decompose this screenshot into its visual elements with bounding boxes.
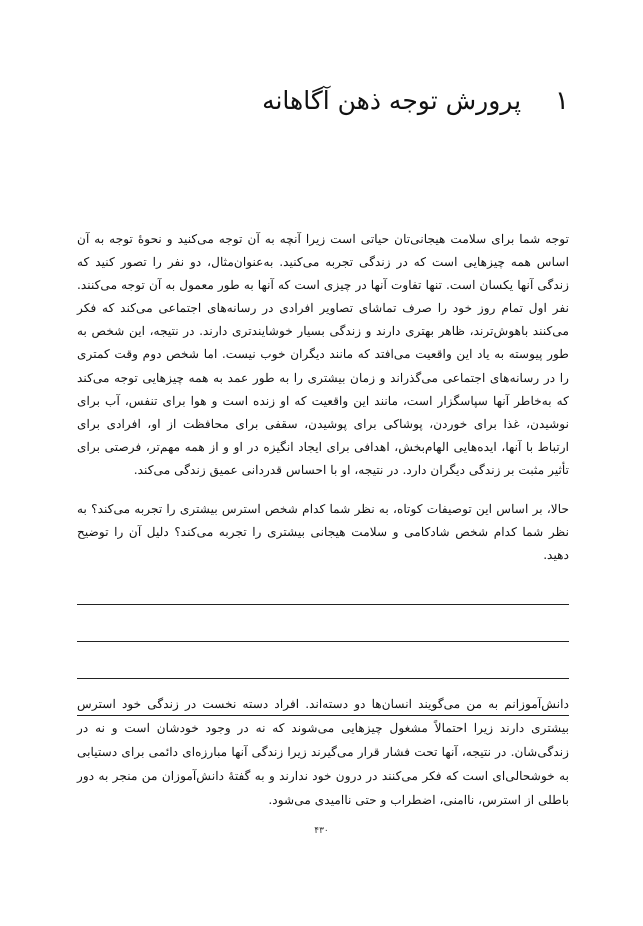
answer-line[interactable] [77, 568, 569, 605]
students-paragraph: دانش‌آموزانم به من می‌گویند انسان‌ها دو دسته‌اند. افراد دسته نخست در زندگی خود استرس بیشتری دارند زیرا احتمالاً مشغول چیزهایی می‌شوند که نه در وجود خودشان است و نه در زندگی‌شان. در نتیجه، آنها تحت فشار قرار می‌گیرند زیرا زندگی آنها مبارزه‌ای دائمی برای دستیابی به خوشحالی‌ای است که فکر می‌کنند در درون خود ندارند و به گفتهٔ دانش‌آموزان من منجر به دور باطلی از استرس، ناامنی، اضطراب و حتی ناامیدی می‌شود. [77, 697, 569, 807]
exercise-question: حالا، بر اساس این توصیفات کوتاه، به نظر شما کدام شخص استرس بیشتری را تجربه می‌کند؟ به نظر شما کدام شخص شادکامی و سلامت هیجانی بیشتری را تجربه می‌کند؟ دلیل آن را توضیح دهید. [77, 502, 569, 563]
page-number: ۴۳۰ [314, 826, 329, 836]
chapter-heading [69, 86, 569, 116]
answer-line[interactable] [77, 605, 569, 642]
chapter-number: ۱ [555, 86, 569, 116]
answer-line[interactable] [77, 642, 569, 679]
intro-paragraph: توجه شما برای سلامت هیجانی‌تان حیاتی است زیرا آنچه به آن توجه می‌کنید و نحوه‌ٔ توجه به آن اساس همه چیزهایی است که در زندگی تجربه می‌کنید. به‌عنوان‌مثال، دو نفر را تصور کنید که زندگی آنها یکسان است. تنها تفاوت آنها در چیزی است که آنها به طور معمول به آن توجه می‌کنند. نفر اول تمام روز خود را صرف تماشای تصاویر افرادی در رسانه‌های اجتماعی می‌کند که فکر می‌کنند باهوش‌ترند، ظاهر بهتری دارند و زندگی بسیار خوشایندتری دارند. در نتیجه، این شخص به طور پیوسته به یاد این واقعیت می‌افتد که مانند دیگران خوب نیست. اما شخص دوم وقت کمتری را در رسانه‌های اجتماعی می‌گذراند و زمان بیشتری را به طور عمد به همه چیزهایی توجه می‌کند که به‌خاطر آنها سپاسگزار است، مانند این واقعیت که او زنده است و هوا برای تنفس، آب برای نوشیدن، غذا برای خوردن، پوشاکی برای پوشیدن، سقفی برای محافظت از او، افرادی برای ارتباط با آنها، ایده‌هایی الهام‌بخش، اهدافی برای ایجاد انگیزه در او و از همه مهم‌تر، فرصتی برای تأثیر مثبت بر زندگی دیگران دارد. در نتیجه، او با احساس قدردانی عمیق زندگی می‌کند. [77, 232, 569, 477]
chapter-title: پرورش توجه ذهن آگاهانه [262, 86, 522, 115]
